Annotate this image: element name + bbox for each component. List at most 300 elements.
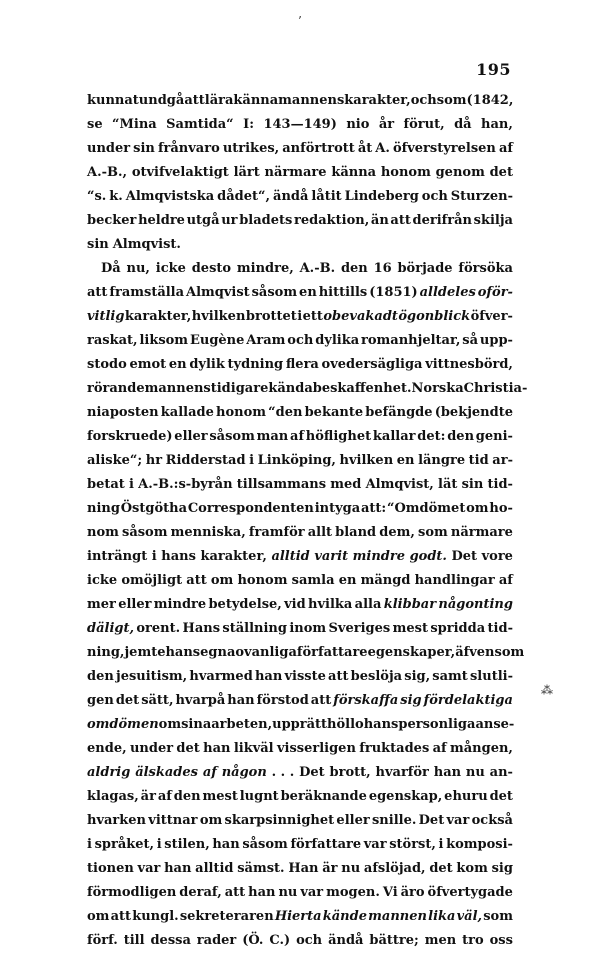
word: nio bbox=[346, 117, 370, 132]
word: är bbox=[140, 789, 156, 804]
word: afslöjad, bbox=[363, 861, 426, 876]
word: karakter, bbox=[344, 93, 411, 108]
word: att bbox=[87, 285, 108, 300]
word: att bbox=[110, 909, 132, 924]
text-line bbox=[87, 89, 513, 113]
word: brott, bbox=[329, 765, 371, 780]
word: i bbox=[438, 837, 444, 852]
word: höflighet bbox=[305, 429, 372, 444]
word: menniska, bbox=[170, 525, 246, 540]
word: lugnt bbox=[239, 789, 279, 804]
word: känna bbox=[331, 165, 377, 180]
word: A.-B. bbox=[299, 261, 336, 276]
word: orent. bbox=[136, 621, 181, 636]
word: med bbox=[330, 477, 362, 492]
word: tid- bbox=[487, 621, 513, 636]
word: sin bbox=[87, 237, 109, 252]
word: anförtrott bbox=[282, 141, 355, 156]
word: ögonblick bbox=[398, 309, 471, 324]
word: “den bbox=[268, 405, 303, 420]
word: upprätthöllo bbox=[272, 717, 364, 732]
word: och bbox=[410, 93, 437, 108]
word: förstod bbox=[256, 693, 309, 708]
word: kunnat bbox=[87, 93, 139, 108]
word: kända bbox=[268, 381, 313, 396]
word: klagas, bbox=[87, 789, 139, 804]
word: undgå bbox=[138, 93, 185, 108]
word: Correspondenten bbox=[187, 501, 314, 516]
word: Almqvist bbox=[185, 285, 250, 300]
word: mest bbox=[392, 621, 428, 636]
word: Sturzen- bbox=[450, 189, 513, 204]
word: frånvaro bbox=[157, 141, 220, 156]
word: tydning bbox=[227, 357, 284, 372]
word: egenskap, bbox=[368, 789, 443, 804]
word: han bbox=[248, 885, 276, 900]
word: åt bbox=[357, 141, 373, 156]
word: närmare bbox=[264, 165, 327, 180]
word: att: bbox=[360, 501, 387, 516]
word: tillsammans bbox=[236, 477, 327, 492]
word: att bbox=[390, 213, 411, 228]
word: hvarpå bbox=[175, 693, 226, 708]
text-line bbox=[87, 161, 513, 185]
word: samt bbox=[432, 669, 468, 684]
word: nom bbox=[87, 525, 119, 540]
word: vid bbox=[284, 597, 306, 612]
word: om bbox=[87, 909, 110, 924]
word: Östgötha bbox=[120, 501, 188, 516]
word: i bbox=[87, 837, 92, 852]
word: sig bbox=[491, 861, 513, 876]
word: Almqvist. bbox=[112, 237, 181, 252]
text-line bbox=[87, 569, 513, 593]
text-line bbox=[87, 185, 513, 209]
word: lät bbox=[438, 477, 458, 492]
stray-mark-icon: ’ bbox=[298, 14, 302, 28]
word: af bbox=[202, 765, 217, 780]
text-line bbox=[87, 449, 513, 473]
word: försöka bbox=[458, 261, 513, 276]
text-line bbox=[87, 257, 513, 281]
word: hittills bbox=[318, 285, 368, 300]
word: en bbox=[299, 285, 317, 300]
word: förskaffa bbox=[333, 693, 399, 708]
word: ning bbox=[87, 501, 120, 516]
word: kallade bbox=[160, 405, 214, 420]
word: ställning bbox=[222, 621, 287, 636]
word: den bbox=[447, 429, 475, 444]
word: Eugène bbox=[189, 333, 245, 348]
word: ho- bbox=[489, 501, 513, 516]
word: Samtida“ bbox=[166, 117, 234, 132]
word: sätt, bbox=[141, 693, 174, 708]
word: sämst. bbox=[237, 861, 285, 876]
word: hvilka bbox=[308, 597, 353, 612]
word: personliga bbox=[398, 717, 476, 732]
text-line bbox=[87, 665, 513, 689]
word: väl, bbox=[456, 909, 483, 924]
word: hvilken bbox=[191, 309, 246, 324]
word: det bbox=[176, 741, 200, 756]
word: rader bbox=[196, 933, 237, 948]
word: “Mina bbox=[112, 117, 157, 132]
word: A.-B.:s-byrån bbox=[138, 477, 233, 492]
word: störst, bbox=[389, 837, 436, 852]
word: hvarken bbox=[87, 813, 147, 828]
word: om bbox=[158, 717, 182, 732]
word: mängd bbox=[360, 573, 411, 588]
word: Almqvistska bbox=[125, 189, 215, 204]
word: det: bbox=[417, 429, 446, 444]
word: (bekjendte bbox=[434, 405, 513, 420]
word: såsom bbox=[242, 837, 288, 852]
word: flera bbox=[285, 357, 319, 372]
word: spridda bbox=[430, 621, 486, 636]
word: nu bbox=[465, 765, 485, 780]
word: aldrig bbox=[87, 765, 131, 780]
word: är bbox=[322, 861, 338, 876]
word: ändå bbox=[328, 933, 364, 948]
word: jemte bbox=[124, 645, 166, 660]
word: bland bbox=[335, 525, 377, 540]
word: kände bbox=[322, 909, 367, 924]
word: betydelse, bbox=[208, 597, 282, 612]
word: redaktion, bbox=[294, 213, 370, 228]
body-text bbox=[87, 89, 528, 953]
word: äro bbox=[400, 885, 425, 900]
word: älskades bbox=[135, 765, 198, 780]
text-line bbox=[87, 737, 513, 761]
word: att bbox=[328, 669, 349, 684]
word: tid- bbox=[487, 477, 513, 492]
text-line bbox=[87, 857, 513, 881]
word: af bbox=[498, 573, 513, 588]
word: ovanliga bbox=[235, 645, 297, 660]
word: under bbox=[129, 741, 174, 756]
word: ur bbox=[221, 213, 238, 228]
word: Vi bbox=[382, 885, 398, 900]
word: sig bbox=[400, 693, 422, 708]
word: samla bbox=[291, 573, 335, 588]
word: mest bbox=[202, 789, 238, 804]
word: var bbox=[137, 861, 161, 876]
word: dylik bbox=[189, 357, 225, 372]
word: oför- bbox=[477, 285, 513, 300]
word: sin bbox=[133, 141, 155, 156]
word: kom bbox=[456, 861, 488, 876]
word: tionen bbox=[87, 861, 134, 876]
word: liksom bbox=[139, 333, 189, 348]
word: närmare bbox=[450, 525, 513, 540]
word: (1842, bbox=[466, 93, 514, 108]
text-line bbox=[87, 905, 513, 929]
word: aliske“; bbox=[87, 453, 143, 468]
word: var bbox=[300, 885, 324, 900]
word: att bbox=[184, 93, 205, 108]
word: stodo bbox=[87, 357, 127, 372]
word: hvarmed bbox=[189, 669, 253, 684]
word: 143—149) bbox=[263, 117, 337, 132]
word: . . . bbox=[271, 765, 295, 780]
word: mannens bbox=[278, 93, 345, 108]
word: en bbox=[338, 573, 357, 588]
word: varit bbox=[314, 549, 349, 564]
word: eller bbox=[174, 429, 208, 444]
word: Almqvist, bbox=[365, 477, 434, 492]
word: utgå bbox=[186, 213, 220, 228]
word: i bbox=[129, 477, 134, 492]
word: af bbox=[157, 789, 172, 804]
word: såsom bbox=[122, 525, 168, 540]
text-line bbox=[87, 545, 513, 569]
word: känna bbox=[233, 93, 279, 108]
word: började bbox=[397, 261, 453, 276]
word: han bbox=[164, 861, 192, 876]
word: slutli- bbox=[469, 669, 513, 684]
word: deraf, bbox=[179, 885, 222, 900]
text-line bbox=[87, 209, 513, 233]
word: författare bbox=[290, 837, 362, 852]
word: som bbox=[483, 909, 513, 924]
word: honom bbox=[216, 405, 267, 420]
word: ende, bbox=[87, 741, 127, 756]
word: däligt, bbox=[87, 621, 135, 636]
word: bekante bbox=[304, 405, 364, 420]
word: författareegenskaper, bbox=[296, 645, 456, 660]
word: snille. bbox=[371, 813, 417, 828]
word: han bbox=[227, 693, 255, 708]
page-number: 195 bbox=[476, 60, 511, 79]
word: öfvertygade bbox=[427, 885, 513, 900]
word: han bbox=[212, 837, 240, 852]
word: Det bbox=[451, 549, 478, 564]
text-line bbox=[87, 377, 528, 401]
word: A. bbox=[375, 141, 390, 156]
word: 16 bbox=[373, 261, 392, 276]
word: klibbar bbox=[383, 597, 437, 612]
text-line bbox=[87, 593, 513, 617]
word: han bbox=[433, 765, 462, 780]
word: godt. bbox=[409, 549, 447, 564]
word: eller bbox=[336, 813, 370, 828]
word: I: bbox=[243, 117, 254, 132]
word: under bbox=[87, 141, 131, 156]
text-line bbox=[87, 281, 513, 305]
word: Aram bbox=[246, 333, 286, 348]
word: visste bbox=[284, 669, 326, 684]
word: ning, bbox=[87, 645, 125, 660]
word: komposi- bbox=[446, 837, 513, 852]
text-line bbox=[87, 305, 513, 329]
word: ovedersägliga bbox=[321, 357, 423, 372]
word: arbeten, bbox=[211, 717, 273, 732]
word: handlingar bbox=[414, 573, 495, 588]
word: karakter, bbox=[200, 549, 267, 564]
word: än bbox=[370, 213, 389, 228]
text-line bbox=[87, 689, 513, 713]
text-line bbox=[87, 881, 513, 905]
word: hvarför bbox=[375, 765, 429, 780]
word: otvifvelaktigt bbox=[131, 165, 229, 180]
text-line bbox=[87, 137, 513, 161]
word: obevakadt bbox=[323, 309, 398, 324]
word: i bbox=[156, 837, 162, 852]
word: mannens bbox=[144, 381, 211, 396]
word: nu bbox=[278, 885, 298, 900]
word: Hans bbox=[182, 621, 221, 636]
word: niaposten bbox=[87, 405, 159, 420]
word: af bbox=[498, 141, 513, 156]
word: likväl bbox=[233, 741, 274, 756]
text-line bbox=[87, 353, 513, 377]
word: “s. bbox=[87, 189, 107, 204]
word: omdömen bbox=[87, 717, 159, 732]
word: fördelaktiga bbox=[423, 693, 513, 708]
word: mindre bbox=[153, 597, 207, 612]
word: beskaffenhet. bbox=[312, 381, 412, 396]
word: det bbox=[489, 789, 513, 804]
word: (Ö. bbox=[242, 933, 264, 948]
word: förut, bbox=[403, 117, 445, 132]
word: alltid bbox=[271, 549, 310, 564]
word: öfverstyrelsen bbox=[392, 141, 496, 156]
word: det bbox=[489, 165, 513, 180]
word: Hierta bbox=[274, 909, 322, 924]
word: utrikes, bbox=[222, 141, 280, 156]
word: befängde bbox=[365, 405, 433, 420]
word: förf. bbox=[87, 933, 118, 948]
word: anse- bbox=[475, 717, 515, 732]
word: sekreteraren bbox=[179, 909, 274, 924]
word: jesuitism, bbox=[115, 669, 188, 684]
word: en bbox=[396, 453, 415, 468]
word: var bbox=[446, 813, 470, 828]
word: honom bbox=[380, 165, 431, 180]
word: heldre bbox=[138, 213, 185, 228]
text-line bbox=[87, 833, 513, 857]
word: beräknande bbox=[280, 789, 367, 804]
text-line bbox=[87, 521, 513, 545]
word: emot bbox=[129, 357, 167, 372]
word: intyga bbox=[314, 501, 361, 516]
word: fruktades bbox=[359, 741, 430, 756]
word: betat bbox=[87, 477, 125, 492]
word: inträngt bbox=[87, 549, 148, 564]
text-line bbox=[87, 785, 513, 809]
text-line bbox=[87, 761, 513, 785]
word: den bbox=[340, 261, 368, 276]
text-line bbox=[87, 233, 513, 257]
word: då bbox=[454, 117, 472, 132]
word: af bbox=[290, 429, 305, 444]
word: och bbox=[421, 189, 448, 204]
word: inom bbox=[289, 621, 327, 636]
word: honom bbox=[237, 573, 288, 588]
word: Ridderstad bbox=[165, 453, 246, 468]
word: hans bbox=[363, 717, 399, 732]
word: gen bbox=[87, 693, 114, 708]
word: vore bbox=[481, 549, 513, 564]
word: derifrån bbox=[412, 213, 472, 228]
word: an- bbox=[489, 765, 513, 780]
word: bättre; bbox=[369, 933, 419, 948]
word: det bbox=[115, 693, 140, 708]
word: lärt bbox=[233, 165, 260, 180]
word: rörande bbox=[87, 381, 145, 396]
word: C.) bbox=[269, 933, 291, 948]
word: Då bbox=[101, 261, 121, 276]
word: tro bbox=[462, 933, 484, 948]
word: A.-B., bbox=[87, 165, 128, 180]
word: lika bbox=[428, 909, 456, 924]
word: kallar bbox=[372, 429, 416, 444]
word: visserligen bbox=[276, 741, 356, 756]
text-line bbox=[87, 329, 513, 353]
word: men bbox=[424, 933, 457, 948]
word: om bbox=[199, 813, 223, 828]
word: man bbox=[256, 429, 289, 444]
word: dessa bbox=[150, 933, 191, 948]
word: icke bbox=[87, 573, 118, 588]
word: han bbox=[203, 741, 231, 756]
word: ändå bbox=[273, 189, 309, 204]
word: någon bbox=[221, 765, 267, 780]
word: och bbox=[287, 333, 314, 348]
word: bladets bbox=[239, 213, 293, 228]
word: om bbox=[210, 573, 234, 588]
word: dådet“, bbox=[217, 189, 271, 204]
word: att bbox=[224, 885, 246, 900]
text-line bbox=[87, 425, 513, 449]
word: (1851) bbox=[369, 285, 418, 300]
word: skilja bbox=[473, 213, 513, 228]
text-line bbox=[87, 713, 513, 737]
word: någonting bbox=[438, 597, 513, 612]
word: han bbox=[254, 669, 283, 684]
word: hr bbox=[145, 453, 163, 468]
word: se bbox=[87, 117, 103, 132]
word: “Omdömet bbox=[386, 501, 466, 516]
word: år bbox=[378, 117, 395, 132]
word: mången, bbox=[449, 741, 513, 756]
word: brottet bbox=[245, 309, 297, 324]
word: förmodligen bbox=[87, 885, 177, 900]
word: framför bbox=[248, 525, 305, 540]
word: Sveriges bbox=[328, 621, 391, 636]
word: genom bbox=[435, 165, 485, 180]
text-line bbox=[87, 641, 525, 665]
word: desto bbox=[191, 261, 232, 276]
word: tid bbox=[468, 453, 489, 468]
word: lära bbox=[204, 93, 234, 108]
word: forskruede) bbox=[87, 429, 173, 444]
word: den bbox=[173, 789, 201, 804]
word: alldeles bbox=[419, 285, 476, 300]
word: nu, bbox=[126, 261, 150, 276]
text-line bbox=[87, 401, 513, 425]
text-line bbox=[87, 809, 513, 833]
word: språket, bbox=[94, 837, 155, 852]
word: geni- bbox=[475, 429, 513, 444]
word: hvilken bbox=[339, 453, 394, 468]
word: ehuru bbox=[444, 789, 488, 804]
word: dem, bbox=[379, 525, 415, 540]
word: i bbox=[297, 309, 303, 324]
word: beslöja bbox=[350, 669, 403, 684]
text-line bbox=[87, 929, 513, 953]
word: den bbox=[87, 669, 114, 684]
